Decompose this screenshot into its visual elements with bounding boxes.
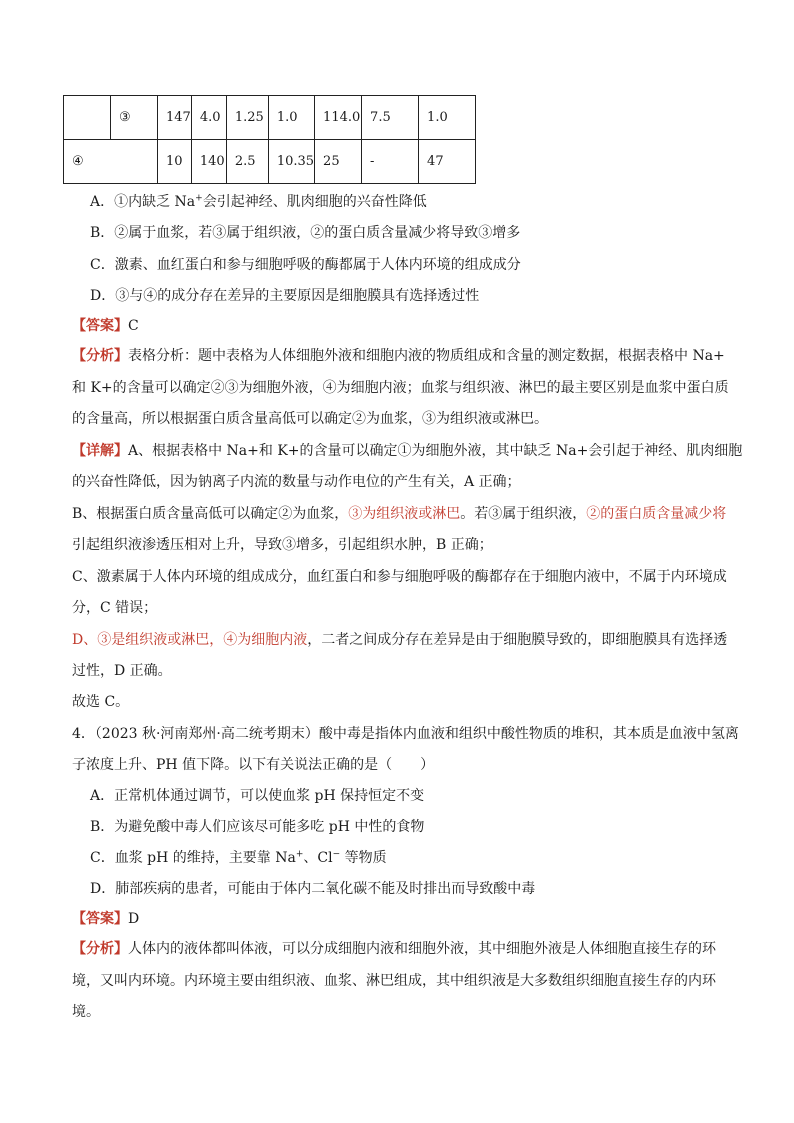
paragraph-text: 人体内的液体都叫体液，可以分成细胞内液和细胞外液，其中细胞外液是人体细胞直接生存的环 [128, 941, 716, 957]
detail-line [72, 441, 742, 461]
highlight-text: D、③是组织液或淋巴，④为细胞内液 [72, 632, 308, 648]
superscript: − [332, 849, 341, 860]
option-text: 等物质 [340, 850, 387, 866]
option-text: 会引起神经、肌肉细胞的兴奋性降低 [202, 194, 427, 210]
highlight-text: ③为组织液或淋巴 [348, 506, 461, 522]
highlight-text: ②的蛋白质含量减少将 [586, 506, 727, 522]
paragraph-text: 的含量高，所以根据蛋白质含量高低可以确定②为血浆，③为组织液或淋巴。 [72, 411, 548, 427]
table-cell: 114.0 [315, 96, 362, 140]
conclusion: 故选 C。 [72, 694, 130, 710]
paragraph-text: 。若③属于组织液， [460, 506, 587, 522]
option-text: A．①内缺乏 Na [90, 194, 196, 210]
paragraph-text: A、根据表格中 Na+和 K+的含量可以确定①为细胞外液，其中缺乏 Na+会引起于神经、肌肉细胞 [128, 443, 743, 459]
superscript: + [195, 193, 203, 204]
table-cell: 7.5 [362, 96, 419, 140]
option-a: A．正常机体通过调节，可以使血浆 pH 保持恒定不变 [90, 788, 425, 804]
analysis-tag: 【分析】 [72, 348, 128, 364]
option-a [90, 192, 427, 212]
detail-tag: 【详解】 [72, 443, 128, 459]
table-cell: ④ [64, 140, 158, 184]
paragraph-text: 的兴奋性降低，因为钠离子内流的数量与动作电位的产生有关，A 正确； [72, 474, 521, 490]
option-b: B．为避免酸中毒人们应该尽可能多吃 pH 中性的食物 [90, 819, 425, 835]
analysis-line [72, 346, 725, 366]
paragraph-text: 境，又叫内环境。内环境主要由组织液、血浆、淋巴组成，其中组织液是大多数组织细胞直接生存的内环 [72, 973, 716, 989]
paragraph-text: B、根据蛋白质含量高低可以确定②为血浆， [72, 506, 349, 522]
table-cell: 1.0 [268, 96, 314, 140]
option-text: 、Cl [303, 850, 333, 866]
table-cell: 47 [419, 140, 476, 184]
paragraph-text: C、激素属于人体内环境的组成成分，血红蛋白和参与细胞呼吸的酶都存在于细胞内液中，不属于内环境成 [72, 569, 727, 585]
table-cell: 147 [158, 96, 192, 140]
paragraph-text: 境。 [72, 1004, 100, 1020]
analysis-line [72, 939, 716, 959]
superscript: + [295, 849, 304, 860]
table-cell: 1.0 [419, 96, 476, 140]
table-cell: 10.35 [268, 140, 314, 184]
table-cell [64, 96, 111, 140]
table-cell: 2.5 [226, 140, 268, 184]
paragraph-text: 和 K+的含量可以确定②③为细胞外液，④为细胞内液；血浆与组织液、淋巴的最主要区别是血浆中蛋白质 [72, 380, 729, 396]
answer-line [72, 909, 139, 929]
question-stem: 4．（2023 秋·河南郑州·高二统考期末）酸中毒是指体内血液和组织中酸性物质的堆积，其本质是血液中氢离 [72, 726, 739, 742]
detail-line [72, 504, 726, 524]
option-b: B．②属于血浆，若③属于组织液，②的蛋白质含量减少将导致③增多 [90, 225, 521, 241]
answer-line [72, 316, 139, 336]
option-text: C．血浆 pH 的维持，主要靠 Na [90, 850, 296, 866]
table-row [64, 140, 476, 184]
table-cell: - [362, 140, 419, 184]
question-stem: 子浓度上升、PH 值下降。以下有关说法正确的是（ ） [72, 757, 435, 773]
table-row [64, 96, 476, 140]
table-cell: 25 [315, 140, 362, 184]
paragraph-text: 引起组织液渗透压相对上升，导致③增多，引起组织水肿，B 正确； [72, 537, 493, 553]
option-d: D．③与④的成分存在差异的主要原因是细胞膜具有选择透过性 [90, 288, 480, 304]
answer-tag: 【答案】 [72, 911, 128, 927]
answer-tag: 【答案】 [72, 318, 128, 334]
option-c: C．激素、血红蛋白和参与细胞呼吸的酶都属于人体内环境的组成成分 [90, 257, 521, 273]
paragraph-text: ，二者之间成分存在差异是由于细胞膜导致的，即细胞膜具有选择透 [307, 632, 728, 648]
table-cell: 1.25 [226, 96, 268, 140]
table-cell: 10 [158, 140, 192, 184]
option-d: D．肺部疾病的患者，可能由于体内二氧化碳不能及时排出而导致酸中毒 [90, 881, 536, 897]
option-c [90, 848, 387, 868]
paragraph-text: 表格分析：题中表格为人体细胞外液和细胞内液的物质组成和含量的测定数据，根据表格中 Na+ [128, 348, 725, 364]
table-cell: 4.0 [191, 96, 226, 140]
paragraph-text: 分，C 错误； [72, 600, 158, 616]
detail-line [72, 630, 727, 650]
table-cell: ③ [111, 96, 158, 140]
composition-table [63, 95, 476, 184]
answer-value: C [128, 318, 139, 334]
analysis-tag: 【分析】 [72, 941, 128, 957]
answer-value: D [128, 911, 140, 927]
table-cell: 140 [191, 140, 226, 184]
paragraph-text: 过性，D 正确。 [72, 663, 172, 679]
